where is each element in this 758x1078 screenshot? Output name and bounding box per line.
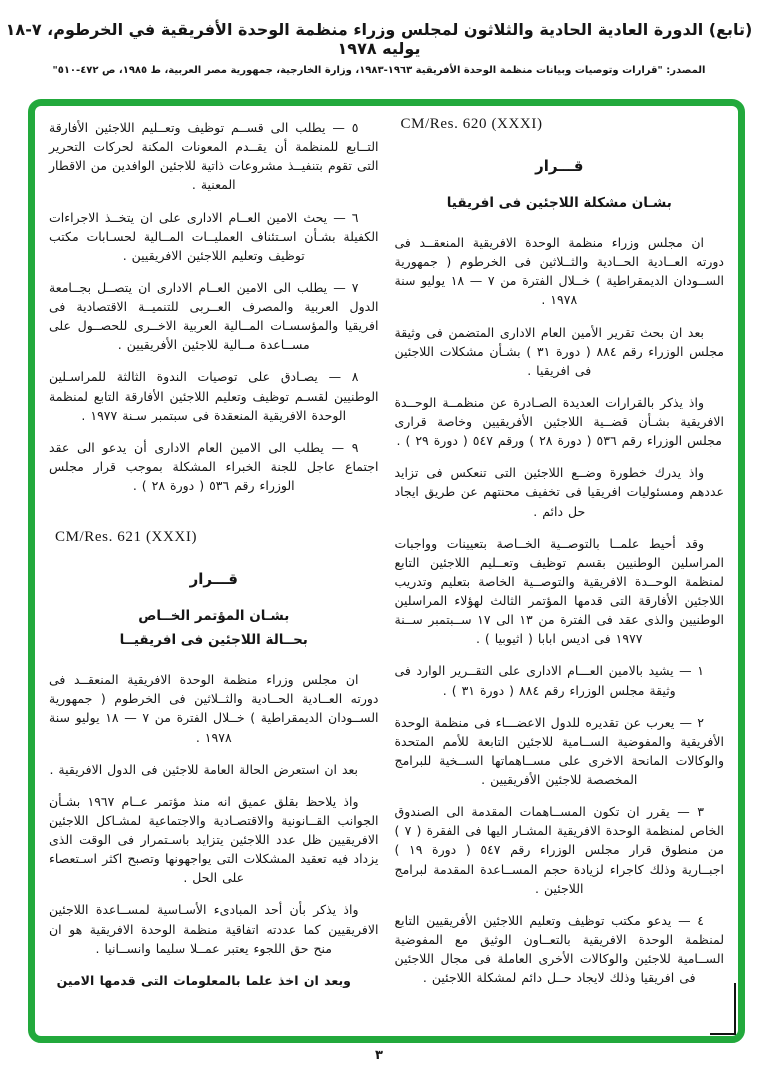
resolution-621-body	[49, 670, 379, 990]
operative-paragraph-2: ٢ — يعرب عن تقديره للدول الاعضـــاء فى منظمة الوحدة الأفريقية والمفوضية الســامية للاجئين التابعة للأمم المتحدة والوكالات المانحة الاخرى على مســاهماتها الســخية للبرامج المخصصة للاجئين الأفريقيين .	[394, 714, 724, 787]
paragraph: واذ يدرك خطورة وضــع اللاجئين التى تنعكس فى تزايد عددهم ومسئوليات افريقيا فى تخفيف محنتهم عن طريق ايجاد حل دائم .	[394, 465, 724, 519]
resolution-621-title: قـــرار	[189, 570, 238, 589]
operative-paragraph-5: ٥ — يطلب الى قســم توظيف وتعــليم اللاجئين الأفارقة التــابع للمنظمة أن يقــدم المعونات المكنة لحركات التحرير التى تقوم بتنفيــذ مشروعات ذاتية للاجئين الوافدين من الاقطار المعنية .	[49, 120, 379, 193]
operative-paragraph-9: ٩ — يطلب الى الامين العام الادارى أن يدعو الى عقد اجتماع عاجل للجنة الخبراء المشكلة بموجب قرار مجلس الوزراء رقم ٥٣٦ ( دورة ٢٨ ) .	[49, 439, 379, 493]
resolution-620-body	[395, 233, 725, 987]
resolution-620-continuation	[49, 118, 379, 495]
operative-paragraph-8: ٨ — يصـادق على توصيات الندوة الثالثة للمراسـلين الوطنيين لقسـم توظيف وتعليم اللاجئين الأفارقة التابع لمنظمة الوحدة الافريقية المنعقدة فى سبتمبر سـنة ١٩٧٧ .	[49, 369, 379, 423]
source-citation: المصدر: "قرارات وتوصيات وبيانات منظمة الوحدة الأفريقية ١٩٦٣-١٩٨٣، وزارة الخارجية، جمهورية مصر العربية، ط ١٩٨٥، ص ٤٧٢-٥١٠"	[52, 65, 706, 76]
resolution-620-title: قـــرار	[535, 157, 584, 175]
resolution-621-subtitle-2: بحــالة اللاجئين فى افريقيــا	[119, 632, 308, 649]
resolution-620-subtitle: بشـان مشكلة اللاجئين فى افريقيا	[446, 195, 672, 211]
paragraph: واذ يذكر بالقرارات العديدة الصـادرة عن منظمــة الوحــدة الافريقية بشـأن قضــية اللاجئين الأفريقيين وخاصة قرارى مجلس الوزراء رقم ٥٣٦ ( دورة ٢٨ ) ورقم ٥٤٧ ( دورة ٢٩ ) .	[394, 394, 724, 449]
operative-paragraph-1: ١ — يشيد بالامين العـــام الادارى على التقــرير الوارد فى وثيقة مجلس الوزراء رقم ٨٨٤ ( دورة ٣١ ) .	[394, 663, 704, 698]
operative-paragraph-3: ٣ — يقرر ان تكون المســاهمات المقدمة الى الصندوق الخاص لمنظمة الوحدة الافريقية المشـار اليها فى الفقرة ( ٧ ) من منطوق قرار مجلس الوزراء رقم ٥٤٧ ( دورة ١٩ ) اجبــارية وذلك كاجراء لزيادة حجم المســاعدة المقدمة لبرامج اللاجئين .	[394, 804, 724, 896]
paragraph: بعد ان استعرض الحالة العامة للاجئين فى الدول الافريقية .	[49, 761, 359, 777]
column-right	[395, 114, 725, 1030]
resolution-620-id: CM/Res. 620 (XXXI)	[400, 116, 543, 132]
paragraph: ان مجلس وزراء منظمة الوحدة الافريقية المنعقــد فى دورته العــادية الحــادية والثــلاثين فى الخرطوم ( جمهورية الســودان الديمقراطية ) خــلال الفترة من ٧ — ١٨ يوليو سنة ١٩٧٨ .	[394, 235, 724, 308]
document-frame	[28, 99, 745, 1043]
paragraph: واذ يذكر بأن أحد المبادىء الأسـاسية لمســاعدة اللاجئين الافريقيين كما عددته اتفاقية منظمة الوحدة الافريقية هو ان منح حق اللجوء يعتبر عمــلا سليما وانســانيا .	[49, 902, 379, 956]
resolution-621-closing-line: وبعد ان اخذ علما بالمعلومات التى قدمها الامين	[56, 972, 351, 988]
paragraph: ان مجلس وزراء منظمة الوحدة الافريقية المنعقــد فى دورته العــادية الحــادية والثــلاثين فى الخرطوم ( جمهورية الســودان الديمقراطية ) خــلال الفترة من ٧ — ١٨ يوليو سنة ١٩٧٨ .	[49, 672, 379, 745]
operative-paragraph-7: ٧ — يطلب الى الامين العــام الادارى ان يتصــل بجــامعة الدول العربية والمصرف العــربى للتنميــة الاقتصادية فى افريقيا والمؤسسـات المــالية العربية الاخــرى للحصــول على مســاعدة مــالية للاجئين الأفريقيين .	[49, 279, 379, 353]
paragraph: واذ يلاحظ بقلق عميق انه منذ مؤتمر عــام ١٩٦٧ بشـأن الجوانب القــانونية والاقتصـادية والاجتماعية لمشـاكل اللاجئين الافريقيين ظل عدد اللاجئين يتزايد باسـتمرار فى الوقت الذى يزداد فيه تعقيد المشكلات التى يواجهونها وتصبح اكثر اسـتعصاء على الحل .	[49, 793, 379, 886]
resolution-621-subtitle-1: بشـان المؤتمر الخــاص	[138, 608, 290, 625]
page-number: ٣	[375, 1048, 383, 1063]
operative-paragraph-4: ٤ — يدعو مكتب توظيف وتعليم اللاجئين الأفريقيين التابع لمنظمة الوحدة الافريقية بالتعــاون الوثيق مع المفوضية الســامية للاجئين والوكالات الأخرى العاملة فى مجال اللاجئين فى افريقيا وذلك لايجاد حــل دائم لمشكلة اللاجئين .	[394, 912, 724, 986]
paragraph: وقد أحيط علمــا بالتوصــية الخــاصة بتعيينات وواجبات المراسلين الوطنيين بقسم توظيف وتعــليم اللاجئين التابع لمنظمة الوحــدة الافريقية والتوصــية الخاصة بتعليم وتدريب اللاجئين الأفارقة التى قدمها المؤتمر الثالث لهؤلاء المراسلين الوطنيين والذى عقد فى الفترة من ١٣ الى ١٧ ســبتمبر ســنة ١٩٧٧ فى اديس ابابا ( اثيوبيا ) .	[394, 535, 724, 647]
page-header	[0, 0, 758, 76]
resolution-621-id: CM/Res. 621 (XXXI)	[55, 529, 198, 546]
two-column-content	[35, 106, 738, 1036]
paragraph: بعد ان بحث تقرير الأمين العام الادارى المتضمن فى وثيقة مجلس الوزراء رقم ٨٨٤ ( دورة ٣١ ) بشـأن مشكلات اللاجئين فى افريقيا .	[394, 324, 724, 378]
column-left	[49, 114, 379, 1030]
operative-paragraph-6: ٦ — يحث الامين العــام الادارى على ان يتخــذ الاجراءات الكفيلة بشـأن اسـتئناف العمليــات المــالية لحسـابات مكتب توظيف وتعليم اللاجئين الافريقيين .	[49, 209, 379, 263]
session-title: (تابع) الدورة العادية الحادية والثلاثون لمجلس وزراء منظمة الوحدة الأفريقية في الخرطوم، ٧-١٨ يوليه ١٩٧٨	[5, 20, 753, 58]
resolution-621	[49, 529, 379, 990]
scan-edge-artifact	[710, 983, 736, 1035]
